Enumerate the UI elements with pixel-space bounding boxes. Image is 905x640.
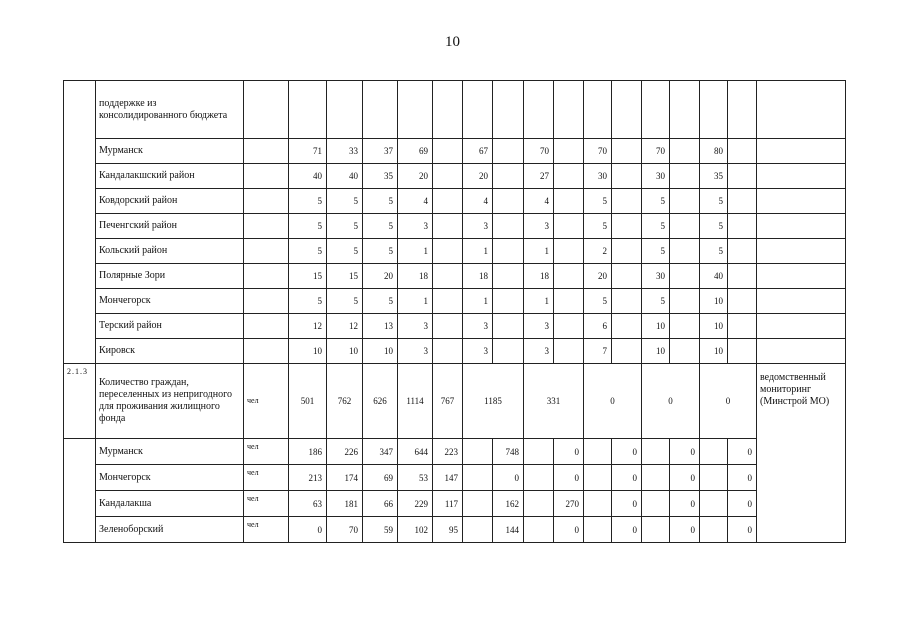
value-cell: 4	[524, 189, 554, 214]
value-cell	[493, 189, 524, 214]
value-cell: 213	[289, 465, 327, 491]
value-cell: 0	[554, 465, 584, 491]
row-name: Зеленоборский	[96, 517, 244, 543]
index-cell-empty	[64, 517, 96, 543]
value-cell: 10	[700, 339, 728, 364]
page-number: 10	[445, 34, 460, 50]
table-row	[64, 339, 846, 364]
empty-cell	[728, 214, 757, 239]
value-cell: 1	[398, 239, 433, 264]
value-cell	[433, 339, 463, 364]
value-cell	[612, 339, 642, 364]
value-cell: 0	[670, 465, 700, 491]
value-cell	[463, 517, 493, 543]
table-row	[64, 517, 846, 543]
value-cell	[612, 314, 642, 339]
value-cell	[584, 517, 612, 543]
value-cell: 15	[327, 264, 363, 289]
value-cell	[584, 491, 612, 517]
table-row	[64, 465, 846, 491]
value-cell: 0	[670, 439, 700, 465]
value-cell: 20	[584, 264, 612, 289]
value-cell: 5	[584, 214, 612, 239]
source-cell	[757, 289, 846, 314]
value-cell: 0	[728, 439, 757, 465]
value-cell: 27	[524, 164, 554, 189]
row-name: Печенгский район	[96, 214, 244, 239]
value-cell	[493, 214, 524, 239]
value-cell: 5	[327, 289, 363, 314]
value-cell	[612, 189, 642, 214]
value-cell: 174	[327, 465, 363, 491]
value-cell: 59	[363, 517, 398, 543]
value-cell: 7	[584, 339, 612, 364]
value-cell: 70	[584, 139, 612, 164]
value-cell: 18	[398, 264, 433, 289]
table-row	[64, 439, 846, 465]
indicator-value: 767	[433, 364, 463, 439]
value-cell: 3	[524, 314, 554, 339]
value-cell	[670, 164, 700, 189]
unit-cell	[244, 239, 289, 264]
value-cell	[493, 164, 524, 189]
value-cell	[612, 214, 642, 239]
indicator-value: 762	[327, 364, 363, 439]
source-cell	[757, 139, 846, 164]
value-cell: 117	[433, 491, 463, 517]
value-cell	[433, 314, 463, 339]
sub-header-label: поддержке из консолидированного бюджета	[96, 81, 244, 139]
value-cell: 12	[289, 314, 327, 339]
value-cell: 270	[554, 491, 584, 517]
value-cell: 0	[728, 491, 757, 517]
value-cell: 223	[433, 439, 463, 465]
value-cell: 0	[670, 517, 700, 543]
value-cell: 18	[463, 264, 493, 289]
value-cell	[493, 339, 524, 364]
index-cell-empty	[64, 491, 96, 517]
row-name: Терский район	[96, 314, 244, 339]
empty-cell	[728, 314, 757, 339]
value-cell: 3	[463, 339, 493, 364]
value-cell	[524, 439, 554, 465]
value-cell: 0	[612, 491, 642, 517]
value-cell: 35	[700, 164, 728, 189]
value-cell: 748	[493, 439, 524, 465]
value-cell: 30	[584, 164, 612, 189]
value-cell	[584, 465, 612, 491]
table-row	[64, 289, 846, 314]
row-name: Кировск	[96, 339, 244, 364]
indicator-value: 501	[289, 364, 327, 439]
value-cell: 226	[327, 439, 363, 465]
value-cell	[493, 139, 524, 164]
row-name: Мончегорск	[96, 465, 244, 491]
unit-cell	[244, 189, 289, 214]
value-cell: 0	[493, 465, 524, 491]
value-cell: 33	[327, 139, 363, 164]
unit-cell	[244, 164, 289, 189]
value-cell: 66	[363, 491, 398, 517]
source-cell	[757, 314, 846, 339]
value-cell: 6	[584, 314, 612, 339]
row-name: Ковдорский район	[96, 189, 244, 214]
unit-cell: чел	[244, 465, 289, 491]
table-row	[64, 139, 846, 164]
value-cell: 5	[642, 289, 670, 314]
unit-cell	[244, 339, 289, 364]
value-cell	[524, 517, 554, 543]
value-cell	[554, 289, 584, 314]
value-cell: 53	[398, 465, 433, 491]
indicator-value: 1114	[398, 364, 433, 439]
value-cell: 186	[289, 439, 327, 465]
row-name: Полярные Зори	[96, 264, 244, 289]
table-row	[64, 189, 846, 214]
value-cell: 5	[363, 214, 398, 239]
value-cell	[433, 164, 463, 189]
value-cell: 1	[463, 239, 493, 264]
value-cell: 5	[289, 189, 327, 214]
value-cell	[433, 239, 463, 264]
indicator-value: 0	[700, 364, 757, 439]
value-cell: 0	[612, 517, 642, 543]
value-cell: 5	[700, 189, 728, 214]
value-cell	[463, 439, 493, 465]
value-cell: 37	[363, 139, 398, 164]
unit-cell	[244, 314, 289, 339]
value-cell	[554, 189, 584, 214]
value-cell: 40	[327, 164, 363, 189]
value-cell: 0	[728, 465, 757, 491]
value-cell: 3	[398, 314, 433, 339]
value-cell	[433, 189, 463, 214]
value-cell: 70	[642, 139, 670, 164]
value-cell: 12	[327, 314, 363, 339]
value-cell	[524, 491, 554, 517]
value-cell: 63	[289, 491, 327, 517]
unit-cell	[244, 289, 289, 314]
value-cell	[554, 239, 584, 264]
value-cell	[554, 139, 584, 164]
value-cell	[642, 439, 670, 465]
value-cell	[670, 239, 700, 264]
value-cell: 0	[554, 517, 584, 543]
value-cell	[554, 314, 584, 339]
row-name: Кандалакшский район	[96, 164, 244, 189]
value-cell: 3	[463, 214, 493, 239]
empty-cell	[728, 239, 757, 264]
value-cell: 229	[398, 491, 433, 517]
empty-cell	[728, 139, 757, 164]
value-cell: 0	[612, 439, 642, 465]
value-cell: 5	[363, 239, 398, 264]
value-cell	[433, 264, 463, 289]
value-cell	[554, 339, 584, 364]
value-cell: 5	[363, 289, 398, 314]
value-cell	[554, 214, 584, 239]
value-cell	[493, 239, 524, 264]
unit-cell: чел	[244, 491, 289, 517]
value-cell: 20	[398, 164, 433, 189]
value-cell: 0	[612, 465, 642, 491]
table-row	[64, 164, 846, 189]
sub-header-row	[64, 81, 846, 139]
value-cell: 35	[363, 164, 398, 189]
value-cell	[700, 439, 728, 465]
empty-cell	[728, 264, 757, 289]
value-cell: 5	[327, 189, 363, 214]
value-cell: 5	[642, 214, 670, 239]
value-cell	[700, 491, 728, 517]
unit-cell: чел	[244, 439, 289, 465]
empty-cell	[728, 339, 757, 364]
value-cell: 10	[363, 339, 398, 364]
value-cell: 5	[289, 289, 327, 314]
value-cell: 5	[642, 189, 670, 214]
indicator-value: 0	[642, 364, 700, 439]
value-cell: 20	[363, 264, 398, 289]
unit-cell	[244, 264, 289, 289]
empty-cell	[728, 289, 757, 314]
value-cell	[433, 289, 463, 314]
value-cell: 1	[398, 289, 433, 314]
value-cell: 95	[433, 517, 463, 543]
value-cell: 3	[398, 214, 433, 239]
value-cell	[524, 465, 554, 491]
value-cell	[612, 139, 642, 164]
value-cell: 10	[642, 314, 670, 339]
value-cell	[642, 465, 670, 491]
value-cell: 20	[463, 164, 493, 189]
value-cell	[433, 214, 463, 239]
empty-cell	[728, 164, 757, 189]
value-cell: 162	[493, 491, 524, 517]
source-cell	[757, 239, 846, 264]
table-row	[64, 491, 846, 517]
table-row	[64, 314, 846, 339]
value-cell: 5	[363, 189, 398, 214]
indicator-source: ведомственный мониторинг (Минстрой МО)	[757, 364, 846, 543]
value-cell	[700, 517, 728, 543]
value-cell: 144	[493, 517, 524, 543]
value-cell	[493, 264, 524, 289]
table-row	[64, 214, 846, 239]
value-cell	[612, 239, 642, 264]
value-cell	[670, 139, 700, 164]
value-cell: 347	[363, 439, 398, 465]
value-cell: 10	[289, 339, 327, 364]
value-cell: 4	[463, 189, 493, 214]
value-cell: 644	[398, 439, 433, 465]
value-cell: 5	[700, 214, 728, 239]
value-cell	[554, 264, 584, 289]
value-cell: 3	[463, 314, 493, 339]
value-cell: 0	[670, 491, 700, 517]
value-cell: 10	[327, 339, 363, 364]
indicator-table	[63, 80, 846, 543]
indicator-value: 626	[363, 364, 398, 439]
empty-cell	[728, 189, 757, 214]
value-cell: 5	[289, 239, 327, 264]
value-cell: 18	[524, 264, 554, 289]
value-cell: 70	[524, 139, 554, 164]
source-cell	[757, 189, 846, 214]
row-name: Кандалакша	[96, 491, 244, 517]
value-cell	[554, 164, 584, 189]
value-cell: 80	[700, 139, 728, 164]
source-cell	[757, 339, 846, 364]
value-cell	[433, 139, 463, 164]
value-cell: 71	[289, 139, 327, 164]
value-cell: 10	[700, 289, 728, 314]
source-cell	[757, 164, 846, 189]
index-cell-empty	[64, 439, 96, 465]
value-cell	[670, 289, 700, 314]
value-cell	[612, 264, 642, 289]
indicator-unit: чел	[244, 364, 289, 439]
indicator-value: 331	[524, 364, 584, 439]
table-row	[64, 239, 846, 264]
value-cell	[463, 491, 493, 517]
value-cell: 5	[327, 214, 363, 239]
value-cell: 102	[398, 517, 433, 543]
indicator-row	[64, 364, 846, 439]
value-cell: 0	[289, 517, 327, 543]
value-cell: 2	[584, 239, 612, 264]
value-cell: 10	[642, 339, 670, 364]
indicator-value: 0	[584, 364, 642, 439]
value-cell	[463, 465, 493, 491]
value-cell: 30	[642, 164, 670, 189]
value-cell: 40	[700, 264, 728, 289]
value-cell: 147	[433, 465, 463, 491]
value-cell	[612, 164, 642, 189]
value-cell: 15	[289, 264, 327, 289]
unit-cell: чел	[244, 517, 289, 543]
value-cell: 5	[700, 239, 728, 264]
value-cell: 5	[289, 214, 327, 239]
value-cell	[642, 517, 670, 543]
value-cell: 1	[524, 239, 554, 264]
value-cell: 5	[327, 239, 363, 264]
source-cell	[757, 264, 846, 289]
value-cell: 10	[700, 314, 728, 339]
value-cell: 0	[728, 517, 757, 543]
value-cell: 70	[327, 517, 363, 543]
value-cell: 1	[524, 289, 554, 314]
value-cell	[584, 439, 612, 465]
value-cell	[493, 289, 524, 314]
row-name: Кольский район	[96, 239, 244, 264]
value-cell	[670, 264, 700, 289]
value-cell	[642, 491, 670, 517]
value-cell: 67	[463, 139, 493, 164]
value-cell: 4	[398, 189, 433, 214]
value-cell: 0	[554, 439, 584, 465]
value-cell: 30	[642, 264, 670, 289]
value-cell	[493, 314, 524, 339]
value-cell: 3	[398, 339, 433, 364]
value-cell	[670, 314, 700, 339]
indicator-index: 2.1.3	[64, 364, 96, 439]
value-cell	[612, 289, 642, 314]
value-cell: 40	[289, 164, 327, 189]
value-cell: 1	[463, 289, 493, 314]
table-body	[64, 81, 846, 543]
unit-cell	[244, 139, 289, 164]
row-name: Мурманск	[96, 439, 244, 465]
value-cell: 13	[363, 314, 398, 339]
value-cell	[700, 465, 728, 491]
unit-cell	[244, 214, 289, 239]
value-cell: 5	[584, 289, 612, 314]
source-cell	[757, 214, 846, 239]
value-cell: 5	[642, 239, 670, 264]
value-cell	[670, 189, 700, 214]
value-cell: 69	[363, 465, 398, 491]
index-cell-empty	[64, 81, 96, 364]
indicator-name: Количество граждан, переселенных из непригодного для проживания жилищного фонда	[96, 364, 244, 439]
value-cell: 181	[327, 491, 363, 517]
indicator-value: 1185	[463, 364, 524, 439]
value-cell: 5	[584, 189, 612, 214]
table-row	[64, 264, 846, 289]
row-name: Мурманск	[96, 139, 244, 164]
value-cell: 3	[524, 214, 554, 239]
value-cell: 3	[524, 339, 554, 364]
value-cell	[670, 339, 700, 364]
index-cell-empty	[64, 465, 96, 491]
row-name: Мончегорск	[96, 289, 244, 314]
value-cell: 69	[398, 139, 433, 164]
value-cell	[670, 214, 700, 239]
